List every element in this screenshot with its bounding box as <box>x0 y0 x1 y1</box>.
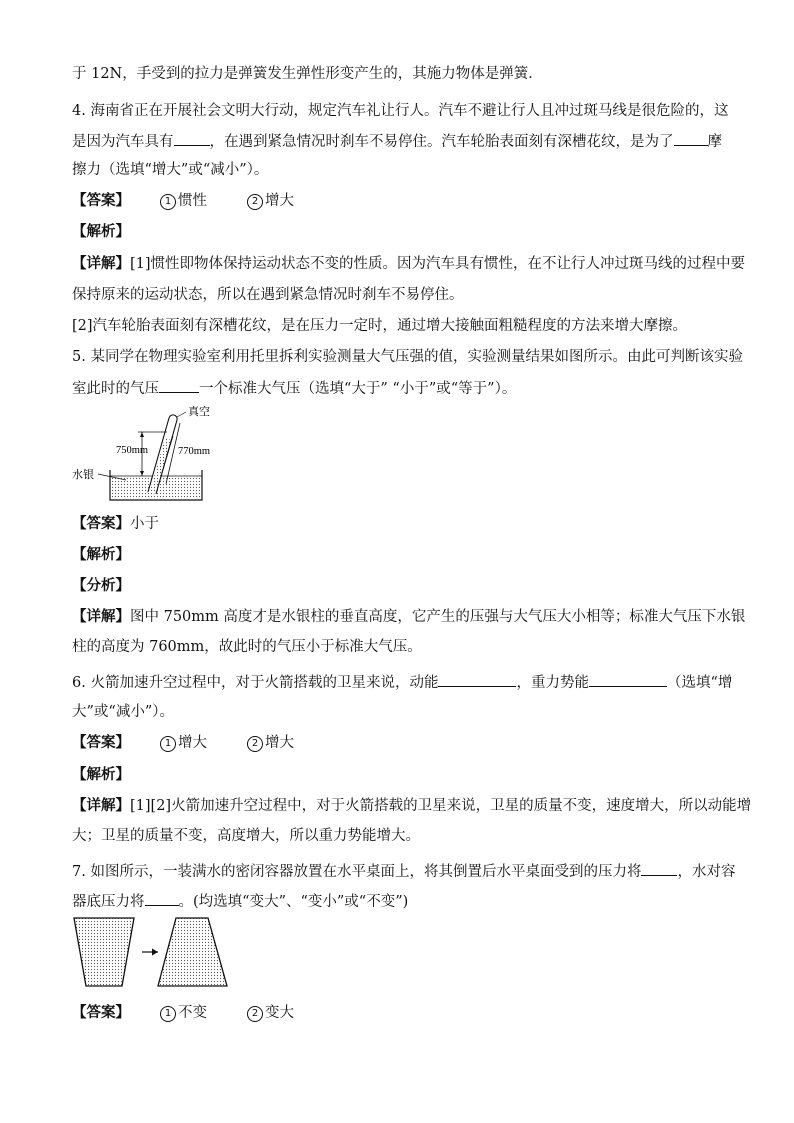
height-750-label: 750mm <box>116 445 149 456</box>
circled-number-icon: 2 <box>247 1006 263 1022</box>
question-7-line-2: 器底压力将 。(均选填“变大”、“变小”或“不变”) <box>72 890 732 912</box>
answer-line: 【答案】 1 增大 2 增大 <box>72 734 294 751</box>
answer-line: 【答案】 1 不变 2 变大 <box>72 1004 294 1021</box>
detail-line-2: 大；卫星的质量不变，高度增大，所以重力势能增大。 <box>72 828 420 844</box>
detail-line-2: 柱的高度为 760mm，故此时的气压小于标准大气压。 <box>72 639 422 655</box>
answer-line: 【答案】 1 惯性 2 增大 <box>72 192 294 209</box>
question-6-line-2: 大”或“减小”）。 <box>72 704 174 720</box>
answer-blank[interactable] <box>159 377 199 393</box>
detail-line-1: 【详解】[1][2]火箭加速升空过程中，对于火箭搭载的卫星来说，卫星的质量不变，速度增大，所以动能增 <box>72 797 752 814</box>
question-4-line-1: 4. 海南省正在开展社会文明大行动，规定汽车礼让行人。汽车不避让行人且冲过斑马线是很危险的，这 <box>72 103 729 119</box>
circled-number-icon: 2 <box>247 194 263 210</box>
answer-blank[interactable] <box>674 130 708 146</box>
analysis-heading: 【解析】 <box>72 546 130 563</box>
circled-number-icon: 2 <box>247 736 263 752</box>
analysis-heading: 【解析】 <box>72 223 130 240</box>
circled-number-icon: 1 <box>160 736 176 752</box>
detail-line-3: [2]汽车轮胎表面刻有深槽花纹，是在压力一定时，通过增大接触面粗糙程度的方法来增大摩擦。 <box>72 318 688 334</box>
answer-tag: 【答案】 <box>72 192 130 209</box>
answer-blank[interactable] <box>174 130 210 146</box>
question-7-line-1: 7. 如图所示，一装满水的密闭容器放置在水平桌面上，将其倒置后水平桌面受到的压力将 ，水对容 <box>72 860 732 882</box>
question-4-line-3: 擦力（选填“增大”或“减小”）。 <box>72 162 269 178</box>
vacuum-label: 真空 <box>188 406 210 418</box>
analysis-sub-heading: 【分析】 <box>72 577 130 594</box>
answer-line: 【答案】小于 <box>72 515 159 532</box>
answer-blank[interactable] <box>145 890 179 906</box>
question-5-line-1: 5. 某同学在物理实验室利用托里拆利实验测量大气压强的值，实验测量结果如图所示。由此可判断该实验 <box>72 349 743 365</box>
length-770-label: 770mm <box>178 446 211 457</box>
question-6-line-1: 6. 火箭加速升空过程中，对于火箭搭载的卫星来说，动能 ，重力势能 （选填“增 <box>72 671 732 693</box>
circled-number-icon: 1 <box>160 1006 176 1022</box>
analysis-heading: 【解析】 <box>72 766 130 783</box>
container-upright <box>74 918 134 986</box>
answer-blank[interactable] <box>641 860 677 876</box>
circled-number-icon: 1 <box>160 194 176 210</box>
container-inverted <box>158 918 227 986</box>
text-line: 于 12N，手受到的拉力是弹簧发生弹性形变产生的，其施力物体是弹簧． <box>72 66 543 82</box>
answer-blank[interactable] <box>589 671 667 687</box>
question-4-line-2: 是因为汽车具有 ，在遇到紧急情况时刹车不易停住。汽车轮胎表面刻有深槽花纹，是为了 摩 <box>72 130 732 152</box>
torricelli-figure <box>72 402 212 506</box>
detail-line-2: 保持原来的运动状态，所以在遇到紧急情况时刹车不易停住。 <box>72 287 464 303</box>
question-5-line-2: 室此时的气压 一个标准大气压（选填“大于” “小于”或“等于”）。 <box>72 377 732 399</box>
detail-line-1: 【详解】图中 750mm 高度才是水银柱的垂直高度，它产生的压强与大气压大小相等；标准大气压下水银 <box>72 608 746 625</box>
mercury-label: 水银 <box>72 469 94 481</box>
answer-blank[interactable] <box>438 671 516 687</box>
container-inversion-figure <box>72 914 232 990</box>
detail-line-1: 【详解】[1]惯性即物体保持运动状态不变的性质。因为汽车具有惯性，在不让行人冲过斑马线的过程中要 <box>72 255 746 272</box>
